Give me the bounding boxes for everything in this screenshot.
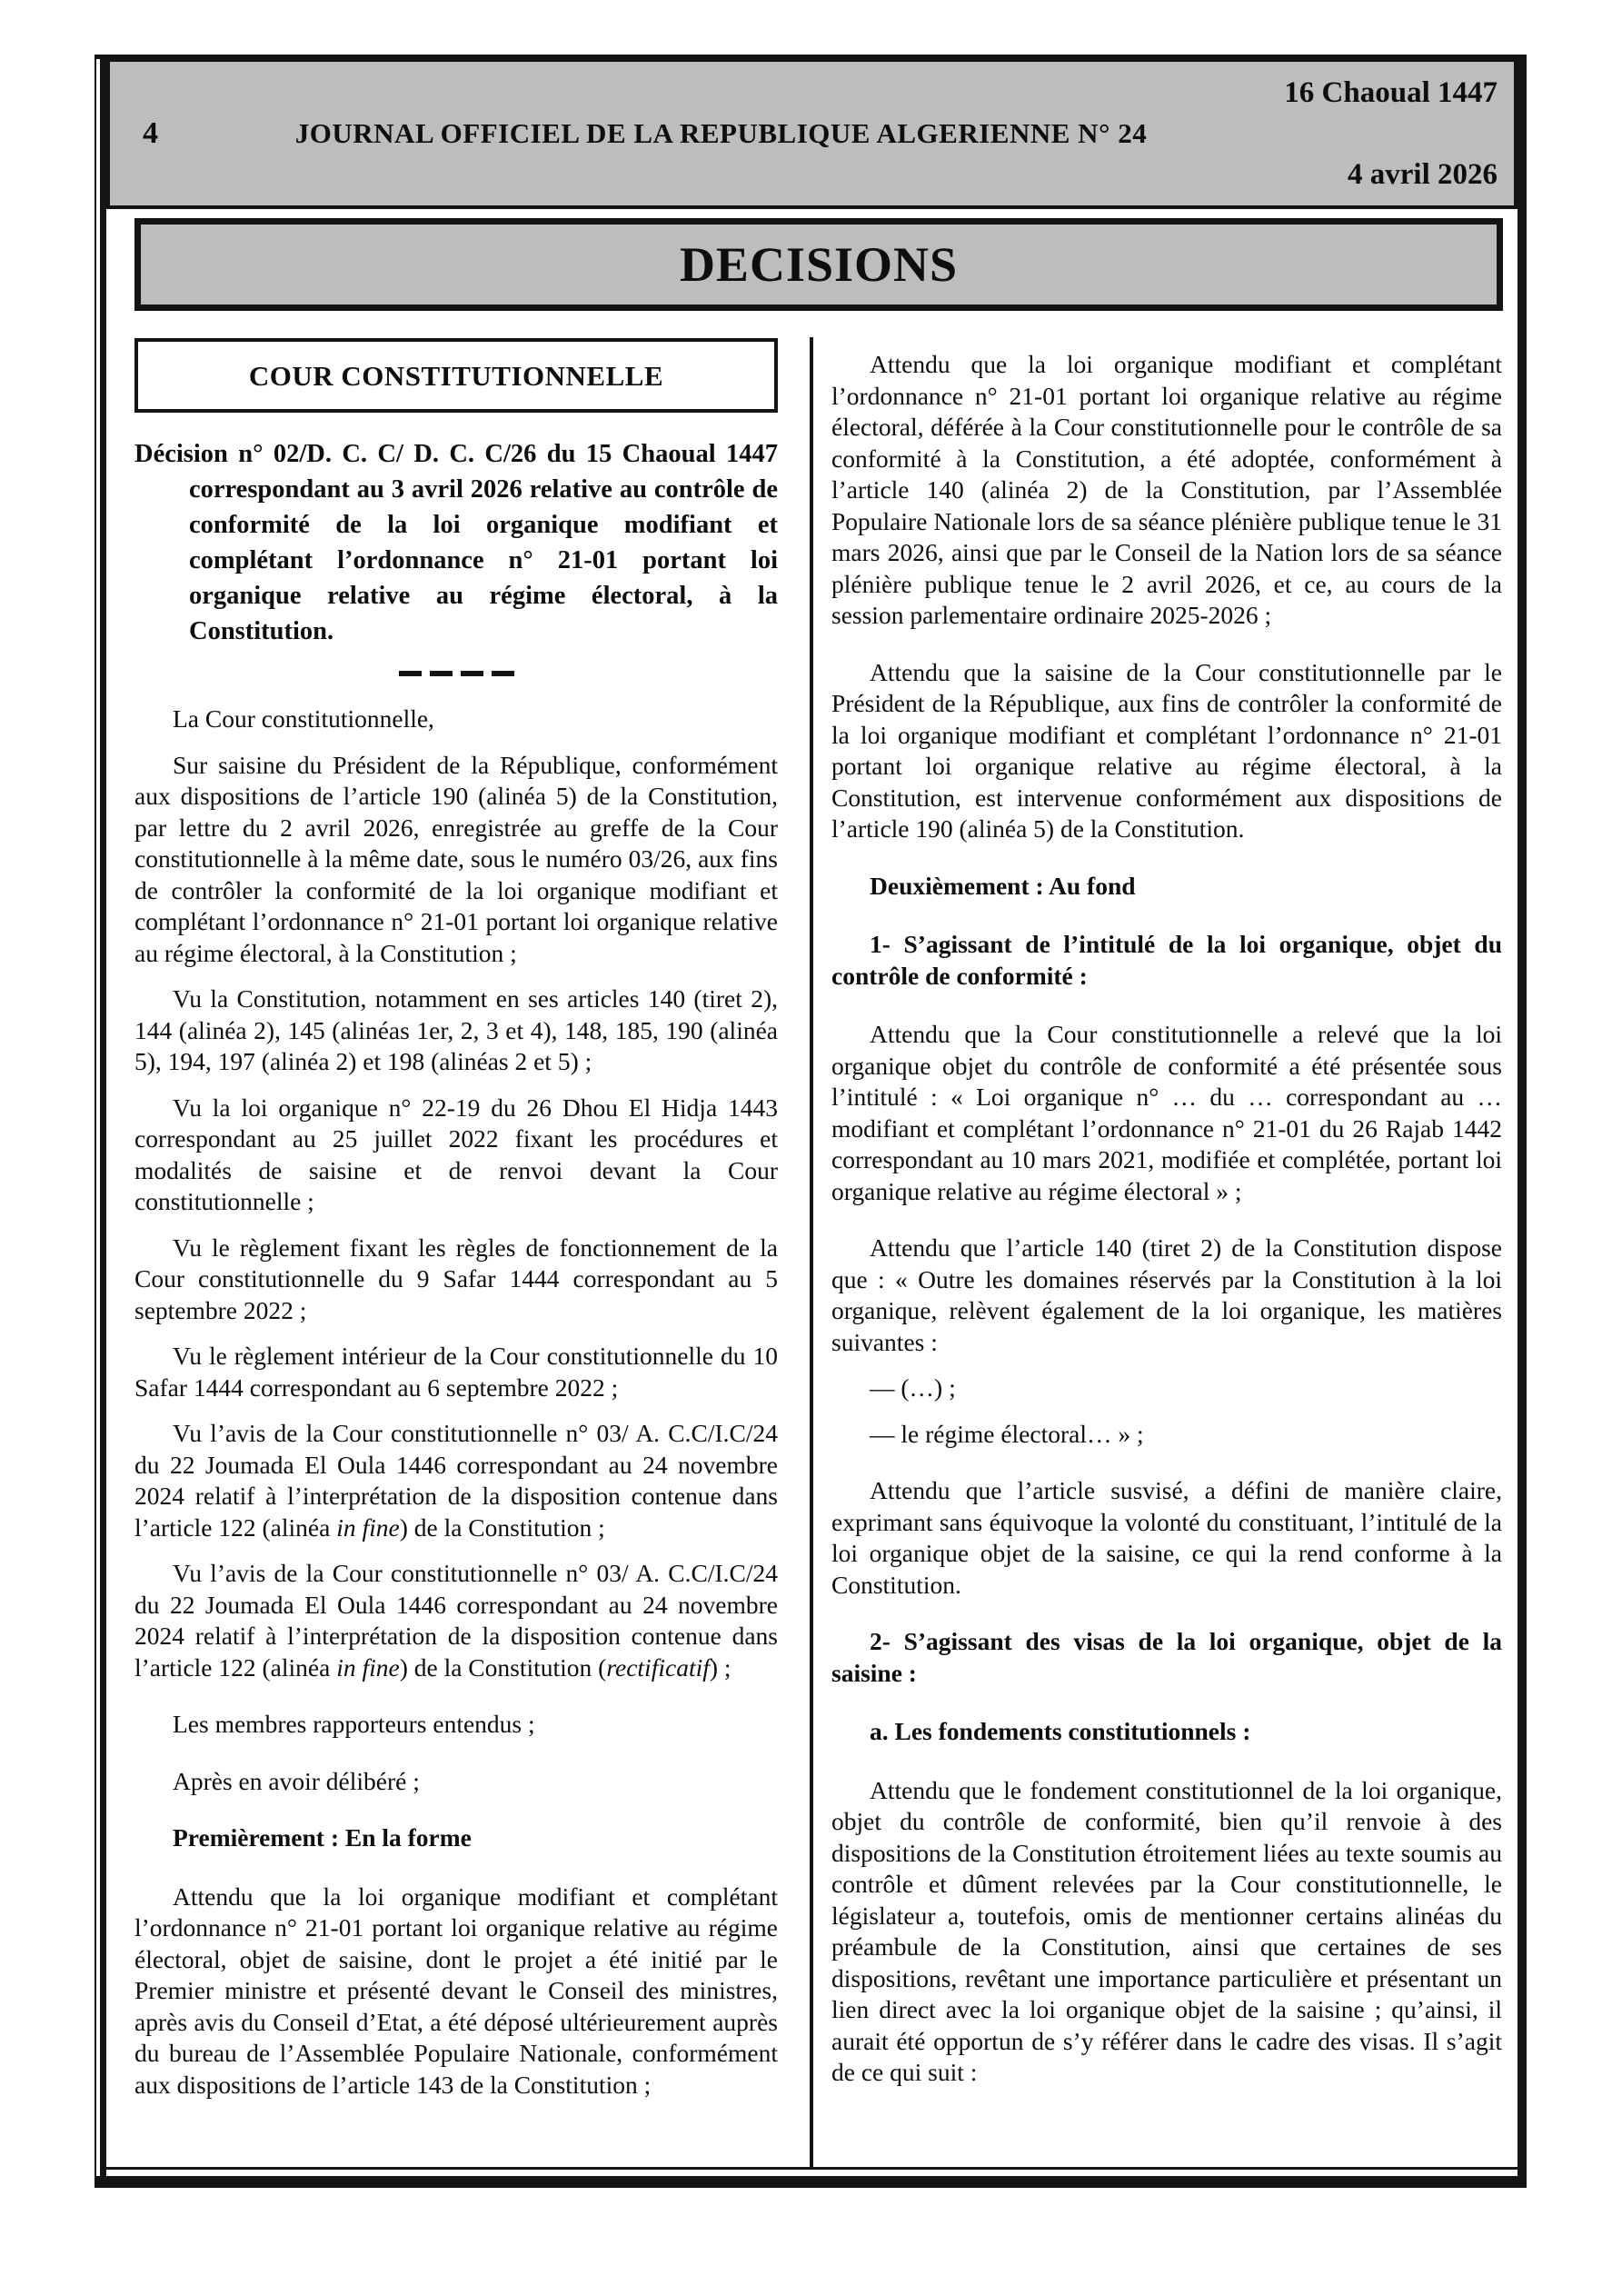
text-run: La Cour constitutionnelle, <box>173 704 434 733</box>
text-run: Attendu que le fondement constitutionnel de la loi organique, objet du contrôle de conformité, bien qu’il renvoie à des dispositions de la Constitution étroitement liées au texte soumis au contrôle et dûment relevées par la Cour constitutionnelle, le législateur a, toutefois, omis de mentionner certains alinéas du préambule de la Constitution, ainsi que certaines de ses dispositions, revêtant une importance particulière et présentant un lien direct avec la loi organique objet de la saisine ; qu’ainsi, il aurait été opportun de s’y référer dans le cadre des visas. Il s’agit de ce qui suit : <box>831 1775 1502 2086</box>
italic-run: in fine <box>336 1652 400 1682</box>
text-run: ) ; <box>709 1652 731 1682</box>
section-heading <box>831 1626 1502 1689</box>
text-run: Sur saisine du Président de la République, conformément aux dispositions de l’article 190 (alinéa 5) de la Constitution, par lettre du 2 avril 2026, enregistrée au greffe de la Cour constitutionnelle à la même date, sous le numéro 03/26, aux fins de contrôler la conformité de la loi organique modifiant et complétant l’ordonnance n° 21-01 portant loi organique relative au régime électoral, à la Constitution ; <box>134 750 778 967</box>
paragraph <box>831 1419 1502 1451</box>
section-separator <box>134 671 778 676</box>
paragraph <box>134 704 778 735</box>
right-column-text <box>831 338 1502 2089</box>
paragraph <box>831 1373 1502 1404</box>
paragraph <box>831 1775 1502 2089</box>
page-frame-left-inner <box>100 58 106 2176</box>
page-number: 4 <box>143 116 158 150</box>
section-heading <box>134 1822 778 1854</box>
text-run: Vu le règlement fixant les règles de fonctionnement de la Cour constitutionnelle du 9 Safar 1444 correspondant au 5 septembre 2022 ; <box>134 1233 778 1324</box>
italic-run: rectificatif <box>606 1652 710 1682</box>
paragraph <box>134 1558 778 1683</box>
text-run: Attendu que l’article susvisé, a défini de manière claire, exprimant sans équivoque la volonté du constituant, l’intitulé de la loi organique objet de la saisine, ce qui la rend conforme à la Constitution. <box>831 1476 1502 1599</box>
text-run: Attendu que la saisine de la Cour constitutionnelle par le Président de la République, aux fins de contrôler la conformité de la loi organique modifiant et complétant l’ordonnance n° 21-01 portant loi organique relative au régime électoral, à la Constitution, est intervenue conformément aux dispositions de l’article 190 (alinéa 5) de la Constitution. <box>831 657 1502 843</box>
header-dates <box>1284 62 1498 205</box>
text-run: Les membres rapporteurs entendus ; <box>173 1710 535 1738</box>
paragraph <box>831 657 1502 845</box>
journal-title: JOURNAL OFFICIEL DE LA REPUBLIQUE ALGERIENNE N° 24 <box>294 117 1148 149</box>
header-bar <box>106 58 1518 209</box>
text-run: Décision n° 02/D. C. C/ D. C. C/26 du 15 Chaoual 1447 correspondant au 3 avril 2026 relative au contrôle de conformité de la loi organique modifiant et complétant l’ordonnance n° 21-01 portant loi organique relative au régime électoral, à la Constitution. <box>134 440 778 645</box>
text-run: Attendu que l’article 140 (tiret 2) de la Constitution dispose que : « Outre les domaines réservés par la Constitution à la loi organique, relèvent également de la loi organique, les matières suivantes : <box>831 1233 1502 1356</box>
text-run: Attendu que la loi organique modifiant et complétant l’ordonnance n° 21-01 portant loi organique relative au régime électoral, objet de saisine, dont le projet a été initié par le Premier ministre et présenté devant le Conseil des ministres, après avis du Conseil d’Etat, a été déposé ultérieurement auprès du bureau de l’Assemblée Populaire Nationale, conformément aux dispositions de l’article 143 de la Constitution ; <box>134 1882 778 2099</box>
section-heading <box>831 929 1502 992</box>
text-run: 1- S’agissant de l’intitulé de la loi organique, objet du contrôle de conformité : <box>831 930 1502 990</box>
italic-run: in fine <box>336 1512 400 1542</box>
institution-heading-box: COUR CONSTITUTIONNELLE <box>134 338 778 413</box>
paragraph <box>134 750 778 970</box>
text-run: Vu la loi organique n° 22-19 du 26 Dhou El Hidja 1443 correspondant au 25 juillet 2022 fixant les procédures et modalités de saisine et de renvoi devant la Cour constitutionnelle ; <box>134 1093 778 1215</box>
text-run: ) de la Constitution ; <box>399 1512 605 1542</box>
text-run: Premièrement : En la forme <box>173 1823 472 1852</box>
text-run: ) de la Constitution ( <box>399 1652 607 1682</box>
date-gregorian: 4 avril 2026 <box>1348 157 1498 191</box>
paragraph <box>134 1709 778 1741</box>
paragraph <box>134 1418 778 1543</box>
page-frame-bottom-inner <box>100 2167 1518 2170</box>
text-run: Deuxièmement : Au fond <box>870 871 1136 900</box>
page-frame-right <box>1518 55 1527 2176</box>
left-column <box>134 338 778 2101</box>
text-run: Vu la Constitution, notamment en ses articles 140 (tiret 2), 144 (alinéa 2), 145 (alinéas 1er, 2, 3 et 4), 148, 185, 190 (alinéa 5), 194, 197 (alinéa 2) et 198 (alinéas 2 et 5) ; <box>134 984 778 1075</box>
text-run: Vu l’avis de la Cour constitutionnelle n° 03/ A. C.C/I.C/24 du 22 Joumada El Oula 1446 correspondant au 24 novembre 2024 relatif à l’interprétation de la disposition contenue dans l’article 122 (alinéa <box>134 1559 778 1682</box>
paragraph <box>134 1882 778 2101</box>
paragraph <box>134 1341 778 1403</box>
text-run: Attendu que la loi organique modifiant et complétant l’ordonnance n° 21-01 portant loi organique relative au régime électoral, déférée à la Cour constitutionnelle pour le contrôle de sa conformité à la Constitution, a été adoptée, conformément à l’article 140 (alinéa 2) de la Constitution, par l’Assemblée Populaire Nationale lors de sa séance plénière publique tenue le 31 mars 2026, ainsi que par le Conseil de la Nation lors de sa séance plénière publique tenue le 2 avril 2026, et ce, au cours de la session parlementaire ordinaire 2025-2026 ; <box>831 350 1502 629</box>
paragraph <box>134 1093 778 1218</box>
paragraph <box>831 1233 1502 1358</box>
paragraph <box>831 1019 1502 1207</box>
text-run: Après en avoir délibéré ; <box>173 1766 420 1795</box>
date-hijri: 16 Chaoual 1447 <box>1284 76 1498 109</box>
section-banner: DECISIONS <box>134 218 1503 311</box>
decision-title <box>134 436 778 649</box>
text-run: Vu l’avis de la Cour constitutionnelle n° 03/ A. C.C/I.C/24 du 22 Joumada El Oula 1446 correspondant au 24 novembre 2024 relatif à l’interprétation de la disposition contenue dans l’article 122 (alinéa <box>134 1419 778 1542</box>
page-frame-left-outer <box>95 55 96 2188</box>
text-run: — (…) ; <box>870 1373 956 1402</box>
section-heading <box>831 871 1502 903</box>
paragraph <box>134 1233 778 1327</box>
paragraph <box>134 983 778 1078</box>
page-frame-bottom-outer <box>95 2176 1527 2188</box>
text-run: a. Les fondements constitutionnels : <box>870 1717 1251 1745</box>
text-run: Vu le règlement intérieur de la Cour constitutionnelle du 10 Safar 1444 correspondant au 6 septembre 2022 ; <box>134 1342 778 1402</box>
section-heading <box>831 1716 1502 1748</box>
column-divider <box>810 337 813 2167</box>
text-run: — le régime électoral… » ; <box>870 1419 1144 1448</box>
paragraph <box>831 1475 1502 1601</box>
paragraph <box>831 349 1502 632</box>
text-run: Attendu que la Cour constitutionnelle a relevé que la loi organique objet du contrôle de conformité a été présentée sous l’intitulé : « Loi organique n° … du … correspondant au … modifiant et complétant l’ordonnance n° 21-01 du 26 Rajab 1442 correspondant au 10 mars 2021, modifiée et complétée, portant loi organique relative au régime électoral » ; <box>831 1020 1502 1205</box>
text-run: 2- S’agissant des visas de la loi organique, objet de la saisine : <box>831 1627 1502 1687</box>
paragraph <box>134 1766 778 1798</box>
left-column-text <box>134 436 778 2101</box>
